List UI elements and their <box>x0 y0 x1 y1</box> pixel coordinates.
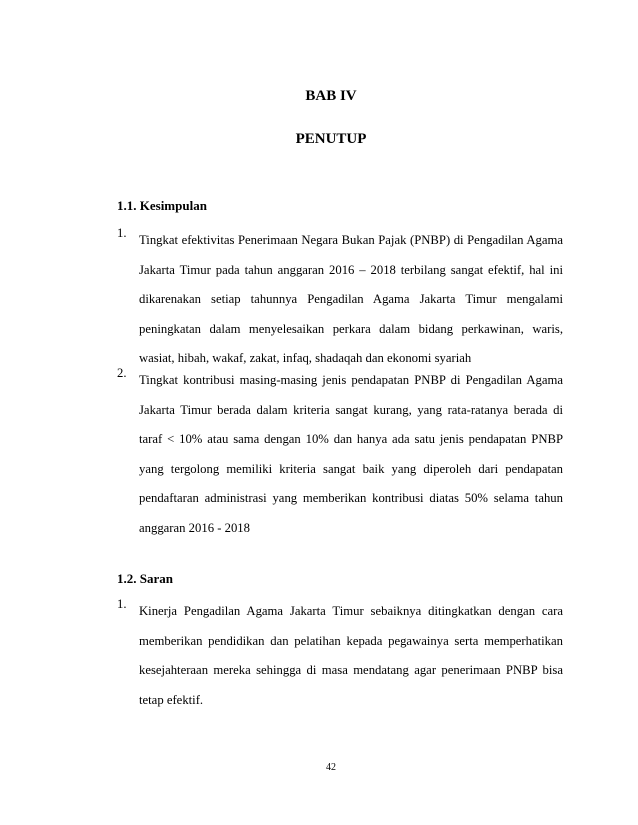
list-item-text: Tingkat kontribusi masing-masing jenis pendapatan PNBP di Pengadilan Agama Jakarta Timur berada dalam kriteria sangat kurang, yang rata-ratanya berada di taraf < 10% atau sama dengan 10% dan hanya ada satu jenis pendapatan PNBP yang tergolong memiliki kriteria sangat baik yang diperoleh dari pendapatan pendaftaran administrasi yang memberikan kontribusi diatas 50% selama tahun anggaran 2016 - 2018 <box>139 373 563 535</box>
page-number: 42 <box>326 762 336 773</box>
section-heading-saran: 1.2. Saran <box>117 571 173 586</box>
chapter-title: PENUTUP <box>295 131 367 147</box>
chapter-label: BAB IV <box>305 88 357 104</box>
list-item-number: 1. <box>117 226 127 240</box>
list-item-text: Tingkat efektivitas Penerimaan Negara Bukan Pajak (PNBP) di Pengadilan Agama Jakarta Timur pada tahun anggaran 2016 – 2018 terbilang sangat efektif, hal ini dikarenakan setiap tahunnya Pengadilan Agama Jakarta Timur mengalami peningkatan dalam menyelesaikan perkara dalam bidang perkawinan, waris, wasiat, hibah, wakaf, zakat, infaq, shadaqah dan ekonomi syariah <box>139 233 563 365</box>
section-heading-kesimpulan: 1.1. Kesimpulan <box>117 198 207 213</box>
list-item-number: 2. <box>117 366 127 380</box>
list-item-text: Kinerja Pengadilan Agama Jakarta Timur sebaiknya ditingkatkan dengan cara memberikan pendidikan dan pelatihan kepada pegawainya serta memperhatikan kesejahteraan mereka sehingga di masa mendatang agar penerimaan PNBP bisa tetap efektif. <box>139 604 563 707</box>
list-item-number: 1. <box>117 597 127 611</box>
